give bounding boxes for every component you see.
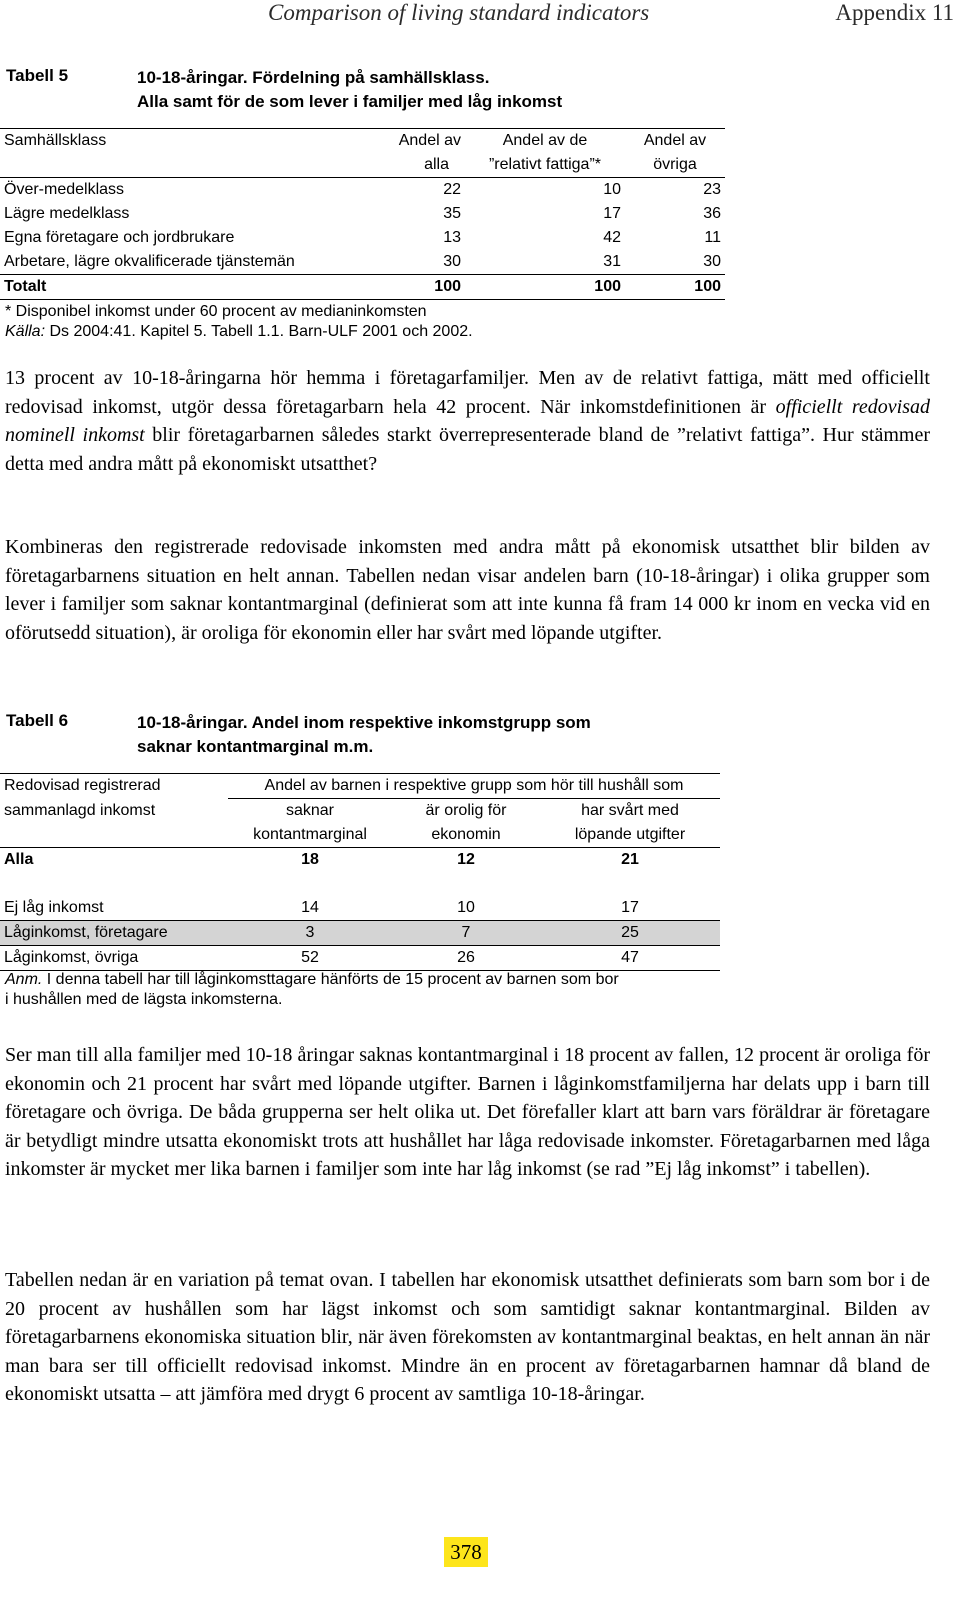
table5-header-other-l1: Andel av [643, 132, 707, 149]
table5-header-poor-l2: ”relativt fattiga”* [488, 156, 602, 173]
table5-footnote: * Disponibel inkomst under 60 procent av medianinkomsten [5, 303, 427, 320]
note-label: Anm. [5, 971, 43, 988]
row-label: Lägre medelklass [4, 205, 130, 222]
table6-header-margin-l2: kontantmarginal [253, 826, 367, 843]
row-label: Ej låg inkomst [4, 899, 104, 916]
cell-value: 23 [703, 181, 721, 198]
paragraph-2: Kombineras den registrerade redovisade inkomsten med andra mått på ekonomisk utsatthet blir bilden av företagarbarnens situation en helt annan. Tabellen nedan visar andelen barn (10-18-åringar) i olika grupper som lever i familjer som saknar kontantmarginal (definierat som att inte kunna få fram 14 000 kr inom en vecka vid en oförutsedd situation), är oroliga för ekonomin eller har svårt med löpande utgifter. [5, 536, 930, 644]
cell-value: 18 [301, 851, 319, 868]
table5-header-class: Samhällsklass [4, 132, 107, 149]
cell-value: 13 [443, 229, 461, 246]
row-label: Alla [4, 851, 34, 868]
table6-header-margin-l1: saknar [285, 802, 335, 819]
cell-value: 17 [621, 899, 639, 916]
paragraph-4: Tabellen nedan är en variation på temat ovan. I tabellen har ekonomisk utsatthet definierats som barn som bor i de 20 procent av hushållen som har lägst inkomst och som samtidigt saknar kontantmarginal. Bilden av företagarbarnens ekonomiska situation blir, när även förekomsten av kontantmarginal beaktas, en helt annan än när man bara ser till officiellt redovisad inkomst. Mindre än en procent av företagarbarnen hamnar då bland de ekonomiskt utsatta – att jämföra med drygt 6 procent av samtliga 10-18-åringar. [5, 1269, 930, 1405]
table-row [0, 896, 720, 921]
cell-value: 11 [704, 229, 721, 246]
paragraph-emphasis: officiellt redovisad nominell inkomst [5, 395, 930, 446]
cell-value: 10 [603, 181, 621, 198]
table6 [0, 773, 720, 971]
table5-caption [137, 66, 562, 114]
cell-value: 47 [621, 949, 639, 966]
cell-value: 25 [540, 921, 720, 946]
paragraph-3: Ser man till alla familjer med 10-18 åringar saknas kontantmarginal i 18 procent av fallen, 12 procent är oroliga för ekonomin och 21 procent har svårt med löpande utgifter. Barnen i låginkomstfamiljerna har delats upp i barn till företagare och övriga. De båda grupperna ser helt olika ut. Det förefaller klart att barn vars föräldrar är företagare är betydligt mindre utsatta ekonomiskt trots att hushållet har låga redovisade inkomster. Företagarbarnen med låga inkomster är mycket mer lika barnen i familjer som inte har låg inkomst (se rad ”Ej låg inkomst” i tabellen). [5, 1044, 930, 1180]
page-number: 378 [444, 1537, 488, 1567]
paragraph-text: blir företagarbarnen således starkt överrepresenterade bland de ”relativt fattiga”. Hur stämmer detta med andra mått på ekonomiskt utsatthet? [5, 424, 931, 475]
table6-header-span: Andel av barnen i respektive grupp som hör till hushåll som [228, 774, 720, 799]
row-label: Totalt [4, 278, 47, 295]
paragraph-text: 13 procent av 10-18-åringarna hör hemma i företagarfamiljer. Men av de relativt fattiga, mätt med officiellt redovisad inkomst, utgör dessa företagarbarn hela 42 procent. När inkomstdefinitionen är [5, 367, 930, 418]
table6-header-income-l1: Redovisad registrerad [4, 777, 161, 795]
table-row [0, 921, 720, 946]
table6-note [5, 970, 619, 1010]
running-header-appendix: Appendix 11 [835, 0, 954, 25]
source-label: Källa: [5, 323, 46, 340]
cell-value: 17 [603, 205, 621, 222]
table-row-total [0, 275, 725, 300]
cell-value: 12 [457, 851, 475, 868]
row-label: Över-medelklass [4, 181, 125, 198]
table5-label: Tabell 5 [6, 66, 69, 85]
note-text-line2: i hushållen med de lägsta inkomsterna. [5, 991, 283, 1008]
table6-header-worried-l2: ekonomin [431, 826, 501, 843]
row-label: Låginkomst, övriga [4, 949, 139, 966]
row-label: Låginkomst, företagare [0, 921, 228, 946]
table5-caption-line1: 10-18-åringar. Fördelning på samhällsklass. [137, 68, 490, 87]
table-row [0, 202, 725, 226]
table5-header-other-l2: övriga [653, 156, 697, 173]
table6-caption-line1: 10-18-åringar. Andel inom respektive inkomstgrupp som [137, 713, 591, 732]
cell-value: 14 [301, 899, 319, 916]
running-header-title: Comparison of living standard indicators [268, 0, 650, 25]
table5-header-all-l1: Andel av [398, 132, 461, 149]
source-text: Ds 2004:41. Kapitel 5. Tabell 1.1. Barn-ULF 2001 och 2002. [45, 323, 473, 340]
table-row [0, 250, 725, 275]
table5-source [5, 322, 473, 342]
table-row [0, 178, 725, 203]
row-label: Arbetare, lägre okvalificerade tjänstemän [4, 253, 295, 270]
table6-caption [137, 711, 591, 759]
cell-value: 35 [443, 205, 461, 222]
paragraph-1 [5, 364, 930, 478]
table6-header-income-l2: sammanlagd inkomst [4, 801, 156, 819]
cell-value: 42 [603, 229, 621, 246]
table5-header-poor-l1: Andel av de [502, 132, 588, 149]
table6-label: Tabell 6 [6, 711, 69, 730]
cell-value: 100 [594, 278, 621, 295]
note-text: I denna tabell har till låginkomsttagare hänförts de 15 procent av barnen som bor [42, 971, 619, 988]
cell-value: 36 [703, 205, 721, 222]
row-label: Egna företagare och jordbrukare [4, 229, 235, 246]
cell-value: 21 [621, 851, 639, 868]
cell-value: 10 [457, 899, 475, 916]
cell-value: 100 [694, 278, 721, 295]
table6-header-difficult-l1: har svårt med [581, 802, 679, 819]
table5-header-all-l2: alla [424, 156, 449, 173]
cell-value: 100 [434, 278, 461, 295]
cell-value: 30 [703, 253, 721, 270]
cell-value: 52 [301, 949, 319, 966]
table5-caption-line2: Alla samt för de som lever i familjer med låg inkomst [137, 92, 563, 111]
table5 [0, 128, 725, 300]
cell-value: 22 [443, 181, 461, 198]
table6-header-difficult-l2: löpande utgifter [574, 826, 686, 843]
table-row [0, 226, 725, 250]
cell-value: 26 [457, 949, 475, 966]
table-row [0, 946, 720, 971]
cell-value: 7 [392, 921, 540, 946]
table6-caption-line2: saknar kontantmarginal m.m. [137, 737, 374, 756]
table-row-all [0, 848, 720, 873]
cell-value: 30 [443, 253, 461, 270]
cell-value: 3 [228, 921, 392, 946]
table6-header-worried-l1: är orolig för [425, 802, 507, 819]
cell-value: 31 [603, 253, 621, 270]
